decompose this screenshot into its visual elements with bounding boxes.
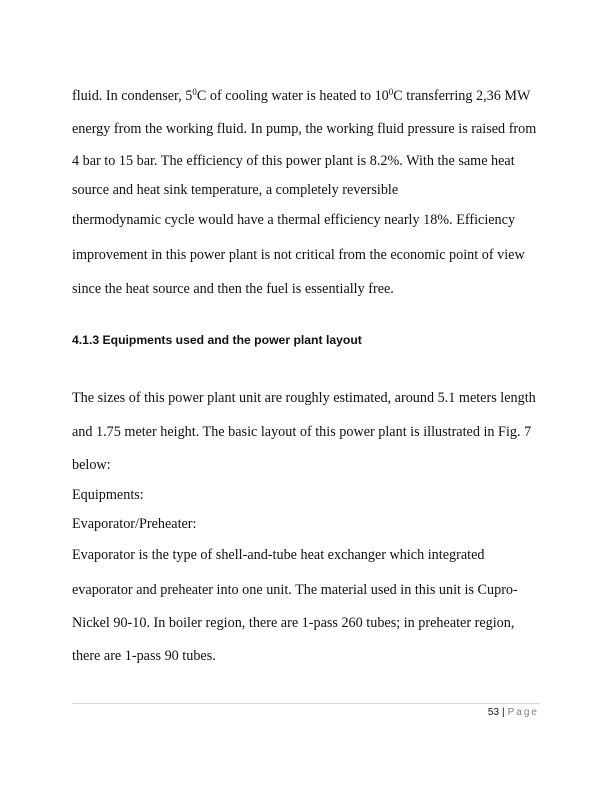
paragraph1-line4: source and heat sink temperature, a completely reversible: [72, 182, 399, 198]
text-run: C of cooling water is heated to 10: [196, 88, 389, 104]
evaporator-label: Evaporator/Preheater:: [72, 516, 197, 532]
text-run: C transferring 2,36 MW: [393, 88, 531, 104]
paragraph1-line1: [72, 88, 530, 105]
paragraph1-line2: energy from the working fluid. In pump, the working fluid pressure is raised from: [72, 121, 537, 137]
paragraph2-line2: and 1.75 meter height. The basic layout of this power plant is illustrated in Fig. 7: [72, 424, 532, 440]
paragraph1-line7: since the heat source and then the fuel is essentially free.: [72, 281, 394, 297]
paragraph3-line2: evaporator and preheater into one unit. The material used in this unit is Cupro-: [72, 582, 518, 598]
paragraph1-line3: 4 bar to 15 bar. The efficiency of this power plant is 8.2%. With the same heat: [72, 153, 515, 169]
paragraph2-line1: The sizes of this power plant unit are roughly estimated, around 5.1 meters length: [72, 390, 536, 406]
page-word: Page: [507, 707, 539, 718]
equipments-label: Equipments:: [72, 487, 144, 503]
paragraph1-line6: improvement in this power plant is not critical from the economic point of view: [72, 247, 525, 263]
paragraph2-line3: below:: [72, 457, 111, 473]
paragraph3-line3: Nickel 90-10. In boiler region, there are 1-pass 260 tubes; in preheater region,: [72, 615, 515, 631]
paragraph3-line1: Evaporator is the type of shell-and-tube heat exchanger which integrated: [72, 547, 485, 563]
footer-separator: |: [502, 707, 505, 718]
paragraph3-line4: there are 1-pass 90 tubes.: [72, 648, 216, 664]
superscript: 0: [192, 87, 197, 97]
text-run: fluid. In condenser, 5: [72, 88, 193, 104]
paragraph1-line5: thermodynamic cycle would have a thermal efficiency nearly 18%. Efficiency: [72, 212, 516, 228]
footer-divider: [72, 703, 540, 704]
page-footer: [488, 707, 539, 718]
superscript: 0: [388, 87, 394, 97]
page-number: 53: [487, 707, 500, 718]
section-heading: 4.1.3 Equipments used and the power plant layout: [72, 333, 362, 347]
